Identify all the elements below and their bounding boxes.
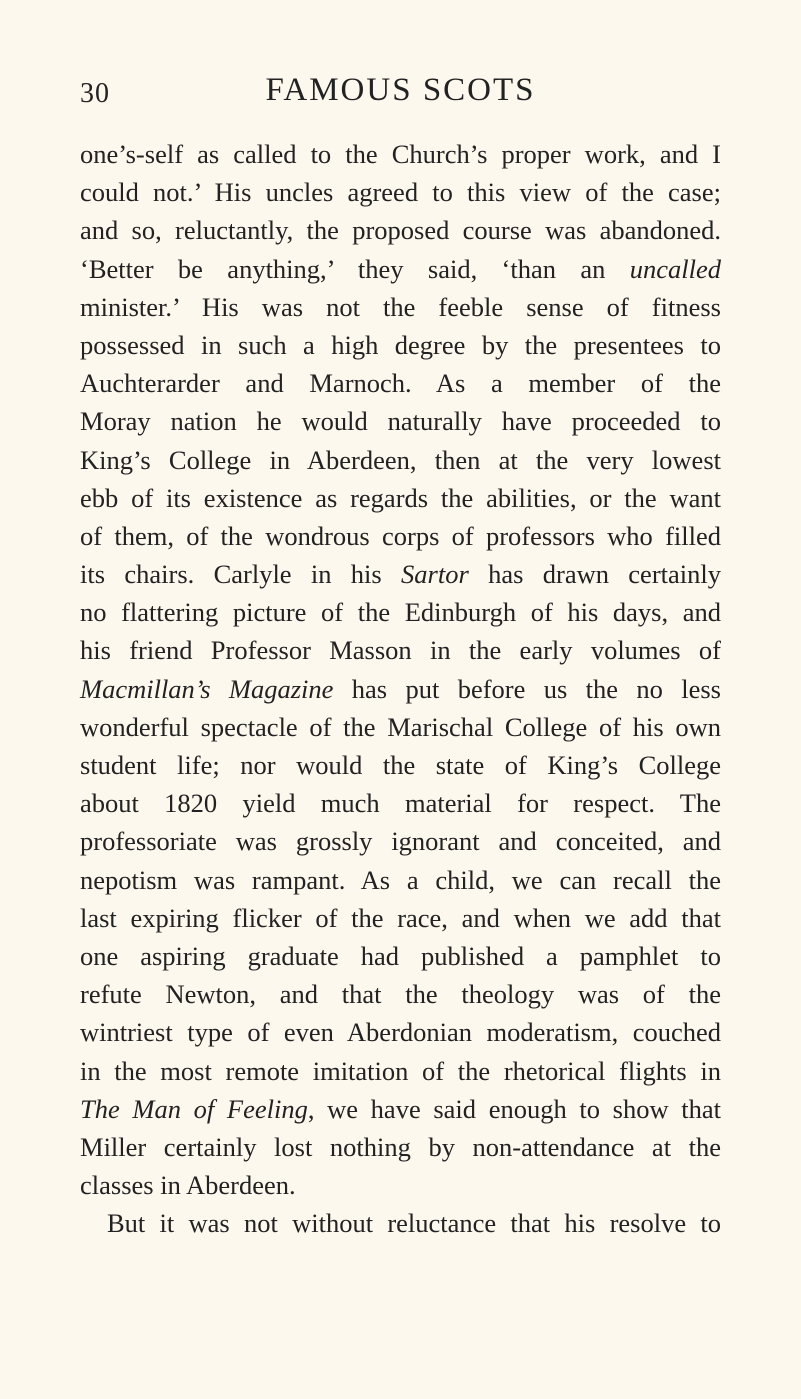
text-run: wintriest type of even Aberdonian moderatism, couched: [80, 1017, 721, 1048]
italic-text: uncalled: [629, 253, 721, 284]
text-line: [80, 784, 721, 822]
text-line: [80, 326, 721, 364]
text-line: [80, 1128, 721, 1166]
text-line: [80, 975, 721, 1013]
text-line: [80, 593, 721, 631]
text-line: [80, 288, 721, 326]
text-line: [80, 631, 721, 669]
text-run: his friend Professor Masson in the early volumes of: [80, 635, 721, 666]
text-run: about 1820 yield much material for respect. The: [80, 788, 721, 819]
text-run: But it was not without reluctance that his resolve to: [107, 1208, 721, 1239]
text-run: minister.’ His was not the feeble sense of fitness: [80, 291, 721, 322]
text-line: [80, 899, 721, 937]
text-run: possessed in such a high degree by the presentees to: [80, 329, 721, 360]
text-line: [80, 861, 721, 899]
italic-text: Macmillan’s Magazine: [80, 673, 334, 704]
body-text: [80, 135, 721, 1242]
text-run: has put before us the no less: [333, 673, 721, 704]
text-line: [80, 1013, 721, 1051]
text-line: [80, 211, 721, 249]
running-head: FAMOUS SCOTS: [265, 72, 536, 108]
text-run: could not.’ His uncles agreed to this view of the case;: [80, 177, 721, 208]
text-line: [80, 441, 721, 479]
text-line: [80, 479, 721, 517]
text-run: Auchterarder and Marnoch. As a member of the: [80, 368, 721, 399]
text-line: [80, 746, 721, 784]
text-run: ebb of its existence as regards the abilities, or the want: [80, 482, 721, 513]
page-header: [0, 68, 801, 112]
text-line: [80, 517, 721, 555]
italic-text: The Man of Feeling: [80, 1093, 308, 1124]
text-run: no flattering picture of the Edinburgh of his days, and: [80, 597, 721, 628]
text-line: [80, 250, 721, 288]
text-line: [80, 1204, 721, 1242]
text-line: [80, 822, 721, 860]
text-run: , we have said enough to show that: [307, 1093, 721, 1124]
text-line: [80, 402, 721, 440]
text-line: [80, 937, 721, 975]
text-line: [80, 364, 721, 402]
text-line: [80, 708, 721, 746]
text-run: wonderful spectacle of the Marischal College of his own: [80, 711, 721, 742]
text-run: classes in Aberdeen.: [80, 1170, 296, 1201]
text-line: [80, 670, 721, 708]
text-line: [80, 1090, 721, 1128]
text-run: one aspiring graduate had published a pamphlet to: [80, 940, 721, 971]
text-run: refute Newton, and that the theology was of the: [80, 979, 721, 1010]
italic-text: Sartor: [401, 559, 469, 590]
text-run: Miller certainly lost nothing by non-attendance at the: [80, 1131, 721, 1162]
text-run: its chairs. Carlyle in his: [80, 559, 402, 590]
text-line: [80, 173, 721, 211]
text-run: ‘Better be anything,’ they said, ‘than an: [80, 253, 630, 284]
text-run: and so, reluctantly, the proposed course was abandoned.: [80, 215, 721, 246]
text-line: [80, 1052, 721, 1090]
text-run: professoriate was grossly ignorant and conceited, and: [80, 826, 721, 857]
text-line: [80, 1166, 721, 1204]
text-run: in the most remote imitation of the rhetorical flights in: [80, 1055, 721, 1086]
text-line: [80, 555, 721, 593]
page-number: 30: [80, 78, 110, 109]
text-run: Moray nation he would naturally have proceeded to: [80, 406, 721, 437]
text-run: last expiring flicker of the race, and when we add that: [80, 902, 721, 933]
text-run: has drawn certainly: [468, 559, 721, 590]
text-run: King’s College in Aberdeen, then at the very lowest: [80, 444, 721, 475]
text-run: of them, of the wondrous corps of professors who filled: [80, 520, 721, 551]
text-run: one’s-self as called to the Church’s proper work, and I: [80, 139, 721, 169]
text-run: student life; nor would the state of King’s College: [80, 750, 721, 780]
text-line: [80, 135, 721, 173]
text-run: nepotism was rampant. As a child, we can recall the: [80, 864, 721, 895]
